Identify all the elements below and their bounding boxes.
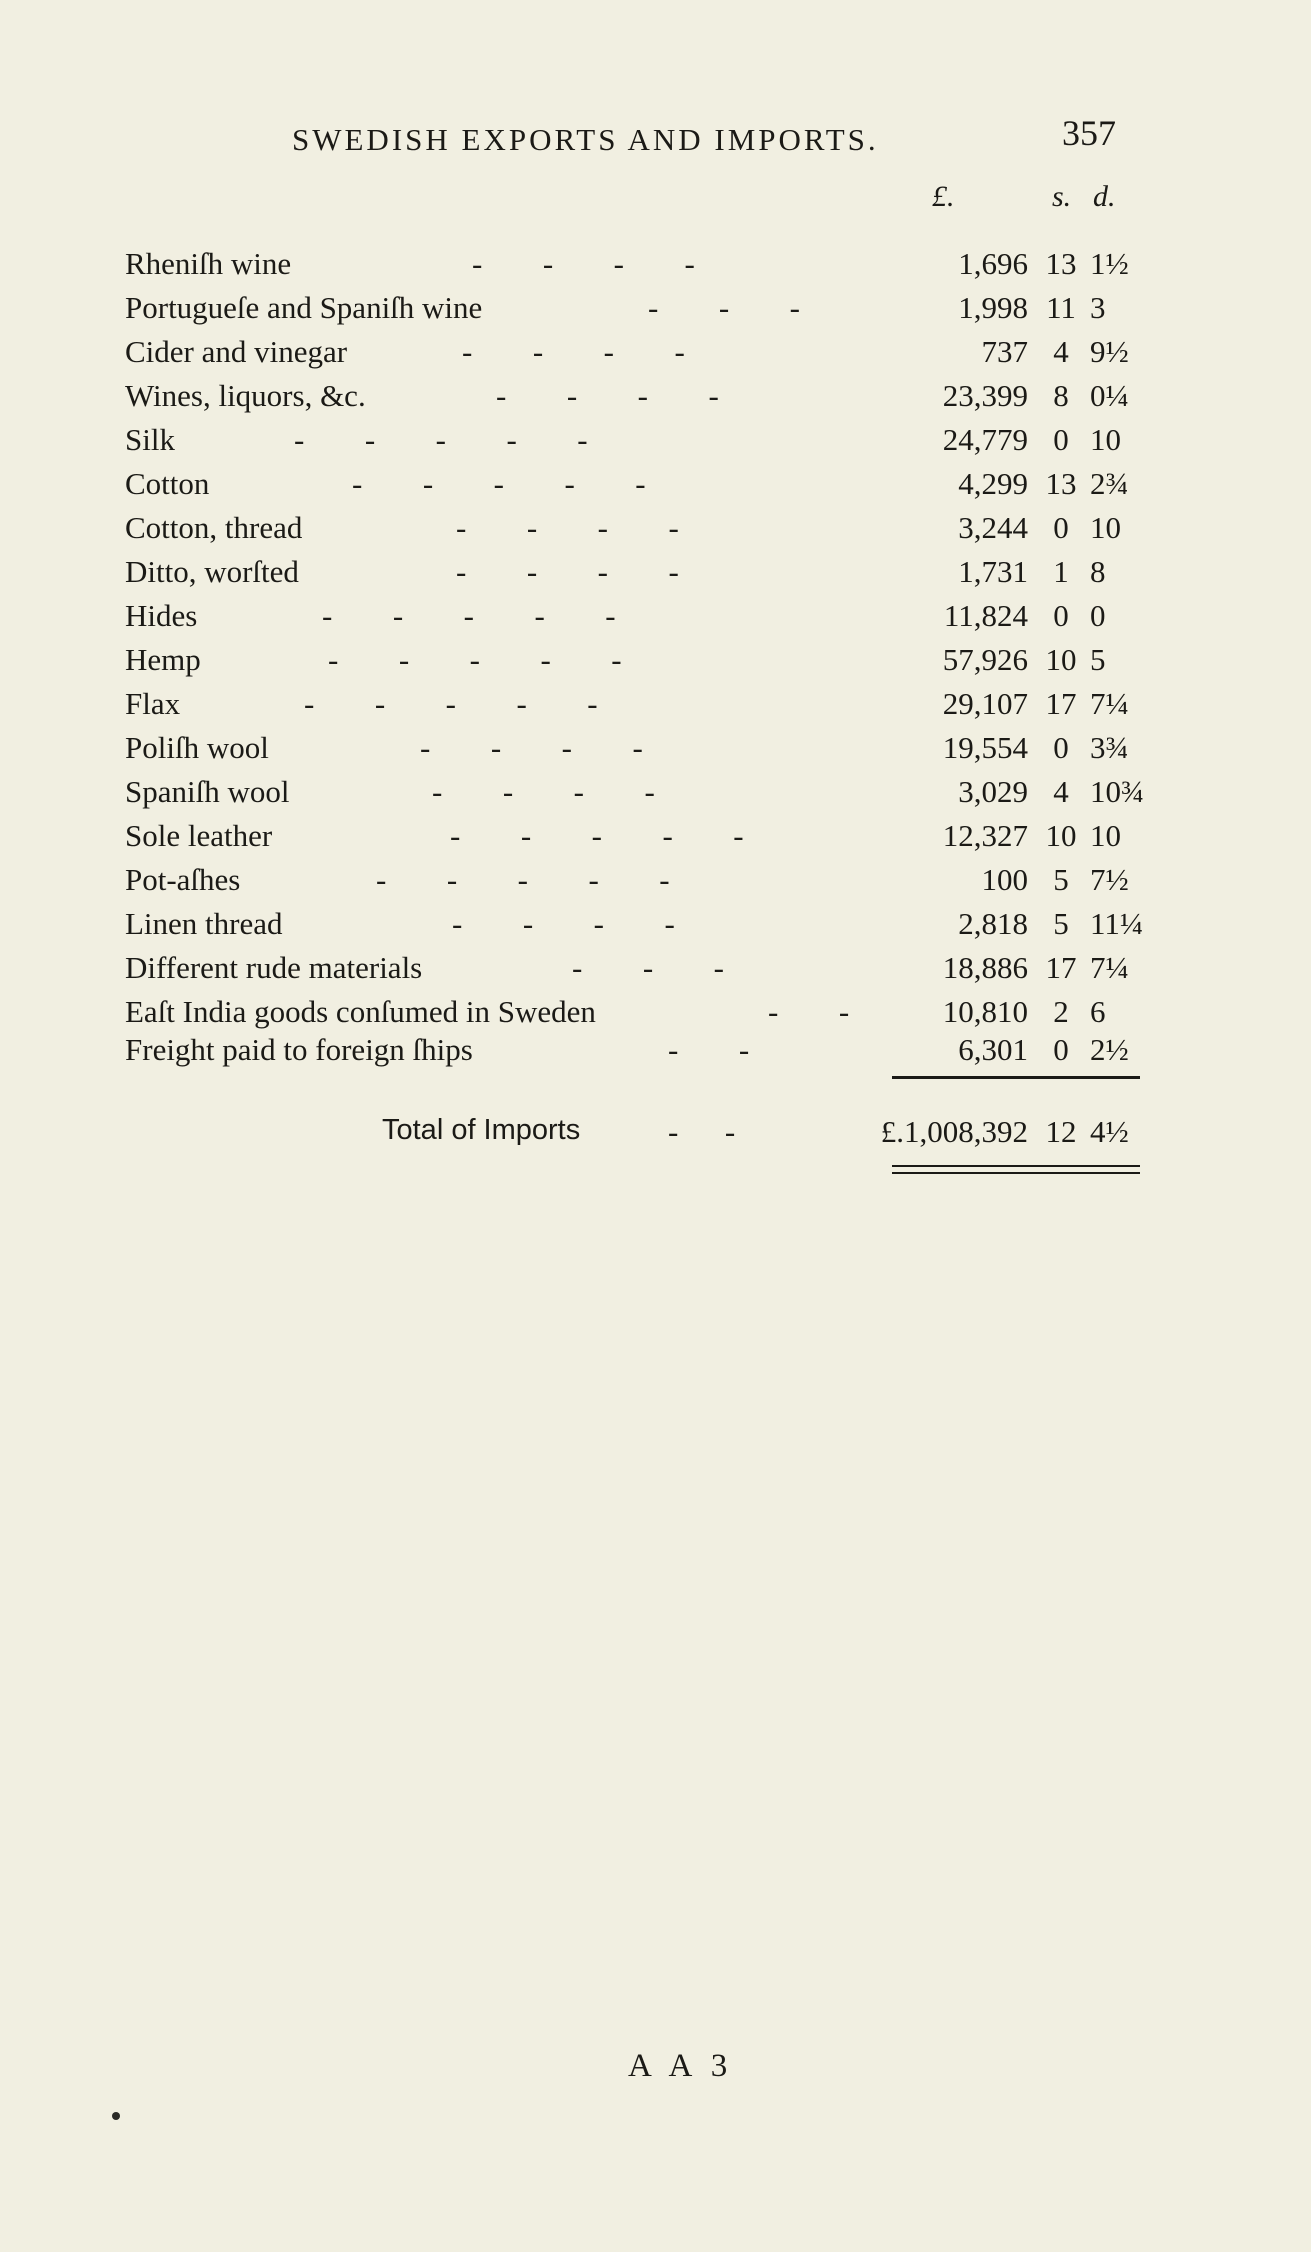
- import-row: [0, 730, 1311, 774]
- page-number: 357: [1062, 113, 1116, 153]
- import-item: Hides: [125, 598, 198, 633]
- leader-dashes: - - - - -: [352, 466, 648, 501]
- shillings-value: 0: [1053, 422, 1069, 457]
- import-item: Linen thread: [125, 906, 283, 941]
- pounds-value: 1,998: [958, 290, 1028, 325]
- shillings-value: 13: [1045, 466, 1077, 501]
- leader-dashes: - - -: [648, 290, 802, 325]
- leader-dashes: - - - - -: [304, 686, 600, 721]
- pounds-value: 23,399: [942, 378, 1028, 413]
- shillings-value: 1: [1053, 554, 1069, 589]
- shillings-value: 17: [1045, 950, 1077, 985]
- import-row: [0, 422, 1311, 466]
- column-head-pounds: £.: [932, 180, 955, 213]
- total-label: Total of Imports: [382, 1114, 581, 1146]
- pounds-value: 3,029: [958, 774, 1028, 809]
- shillings-value: 10: [1045, 642, 1077, 677]
- leader-dashes: - - -: [572, 950, 726, 985]
- shillings-value: 4: [1053, 774, 1069, 809]
- leader-dashes: - - - - -: [328, 642, 624, 677]
- pence-value: 2½: [1090, 1032, 1129, 1067]
- leader-dashes: - - - -: [472, 246, 697, 281]
- leader-dashes: - - - - -: [450, 818, 746, 853]
- leader-dashes: - - - - -: [376, 862, 672, 897]
- import-item: Cotton, thread: [125, 510, 303, 545]
- shillings-value: 10: [1045, 818, 1077, 853]
- ink-speck: [112, 2112, 120, 2120]
- import-row: [0, 818, 1311, 862]
- double-rule: [892, 1165, 1140, 1174]
- import-item: Poliſh wool: [125, 730, 269, 765]
- pounds-value: 24,779: [942, 422, 1028, 457]
- pence-value: 6: [1090, 994, 1106, 1029]
- import-row: [0, 906, 1311, 950]
- import-item: Silk: [125, 422, 175, 457]
- pounds-value: 1,731: [958, 554, 1028, 589]
- leader-dashes: - -: [668, 1032, 752, 1067]
- import-item: Different rude materials: [125, 950, 423, 985]
- pounds-value: 737: [981, 334, 1028, 369]
- leader-dashes: - - - -: [496, 378, 721, 413]
- shillings-value: 11: [1046, 290, 1076, 325]
- total-shillings: 12: [1045, 1114, 1077, 1149]
- shillings-value: 4: [1053, 334, 1069, 369]
- shillings-value: 0: [1053, 730, 1069, 765]
- leader-dashes: - -: [668, 1114, 736, 1149]
- pounds-value: 19,554: [942, 730, 1028, 765]
- leader-dashes: - - - -: [462, 334, 687, 369]
- leader-dashes: - - - - -: [294, 422, 590, 457]
- import-item: Cotton: [125, 466, 210, 501]
- leader-dashes: - - - -: [456, 554, 681, 589]
- shillings-value: 17: [1045, 686, 1077, 721]
- pounds-value: 3,244: [958, 510, 1028, 545]
- import-item: Hemp: [125, 642, 201, 677]
- pence-value: 10: [1090, 510, 1121, 545]
- pence-value: 0¼: [1090, 378, 1129, 413]
- import-item: Flax: [125, 686, 181, 721]
- pounds-value: 100: [981, 862, 1028, 897]
- import-row: [0, 686, 1311, 730]
- pence-value: 3¾: [1090, 730, 1129, 765]
- total-row: [0, 1114, 1311, 1164]
- import-row: [0, 774, 1311, 818]
- pounds-value: 4,299: [958, 466, 1028, 501]
- total-pounds: £.1,008,392: [880, 1114, 1028, 1149]
- pence-value: 8: [1090, 554, 1106, 589]
- column-head-pence: d.: [1093, 180, 1116, 213]
- pence-value: 10: [1090, 422, 1121, 457]
- pence-value: 3: [1090, 290, 1106, 325]
- import-item: Portugueſe and Spaniſh wine: [125, 290, 483, 325]
- shillings-value: 2: [1053, 994, 1069, 1029]
- pounds-value: 18,886: [942, 950, 1028, 985]
- import-row: [0, 378, 1311, 422]
- shillings-value: 0: [1053, 598, 1069, 633]
- import-item: Freight paid to foreign ſhips: [125, 1032, 473, 1067]
- shillings-value: 5: [1053, 906, 1069, 941]
- import-row: [0, 334, 1311, 378]
- signature-mark: A A 3: [628, 2048, 734, 2084]
- import-item: Pot-aſhes: [125, 862, 241, 897]
- pence-value: 1½: [1090, 246, 1129, 281]
- import-row: [0, 554, 1311, 598]
- pounds-value: 11,824: [943, 598, 1028, 633]
- pence-value: 9½: [1090, 334, 1129, 369]
- pence-value: 0: [1090, 598, 1106, 633]
- shillings-value: 13: [1045, 246, 1077, 281]
- pence-value: 11¼: [1090, 906, 1144, 941]
- pounds-value: 2,818: [958, 906, 1028, 941]
- import-row: [0, 642, 1311, 686]
- import-item: Ditto, worſted: [125, 554, 299, 589]
- shillings-value: 5: [1053, 862, 1069, 897]
- import-row: [0, 598, 1311, 642]
- pounds-value: 6,301: [958, 1032, 1028, 1067]
- pence-value: 2¾: [1090, 466, 1129, 501]
- import-item: Rheniſh wine: [125, 246, 292, 281]
- import-item: Spaniſh wool: [125, 774, 290, 809]
- sum-rule: [892, 1076, 1140, 1079]
- import-row: [0, 510, 1311, 554]
- shillings-value: 8: [1053, 378, 1069, 413]
- column-head-shillings: s.: [1052, 180, 1072, 213]
- pence-value: 7¼: [1090, 686, 1129, 721]
- import-row: [0, 862, 1311, 906]
- leader-dashes: - - - - -: [322, 598, 618, 633]
- leader-dashes: - - - -: [420, 730, 645, 765]
- pounds-value: 29,107: [942, 686, 1028, 721]
- pence-value: 10: [1090, 818, 1121, 853]
- shillings-value: 0: [1053, 510, 1069, 545]
- running-title: SWEDISH EXPORTS AND IMPORTS.: [292, 122, 879, 157]
- import-item: Sole leather: [125, 818, 273, 853]
- import-row: [0, 246, 1311, 290]
- pence-value: 7½: [1090, 862, 1129, 897]
- import-row: [0, 290, 1311, 334]
- import-row: [0, 466, 1311, 510]
- import-row: [0, 1032, 1311, 1076]
- shillings-value: 0: [1053, 1032, 1069, 1067]
- import-row: [0, 950, 1311, 994]
- pounds-value: 1,696: [958, 246, 1028, 281]
- total-pence: 4½: [1090, 1114, 1129, 1149]
- import-item: Eaſt India goods conſumed in Sweden: [125, 994, 596, 1029]
- pounds-value: 12,327: [942, 818, 1028, 853]
- leader-dashes: - - - -: [432, 774, 657, 809]
- pence-value: 10¾: [1090, 774, 1145, 809]
- import-item: Cider and vinegar: [125, 334, 348, 369]
- leader-dashes: - - - -: [452, 906, 677, 941]
- leader-dashes: - - - -: [456, 510, 681, 545]
- pounds-value: 57,926: [942, 642, 1028, 677]
- pence-value: 7¼: [1090, 950, 1129, 985]
- import-item: Wines, liquors, &c.: [125, 378, 366, 413]
- leader-dashes: - -: [768, 994, 852, 1029]
- pence-value: 5: [1090, 642, 1106, 677]
- pounds-value: 10,810: [942, 994, 1028, 1029]
